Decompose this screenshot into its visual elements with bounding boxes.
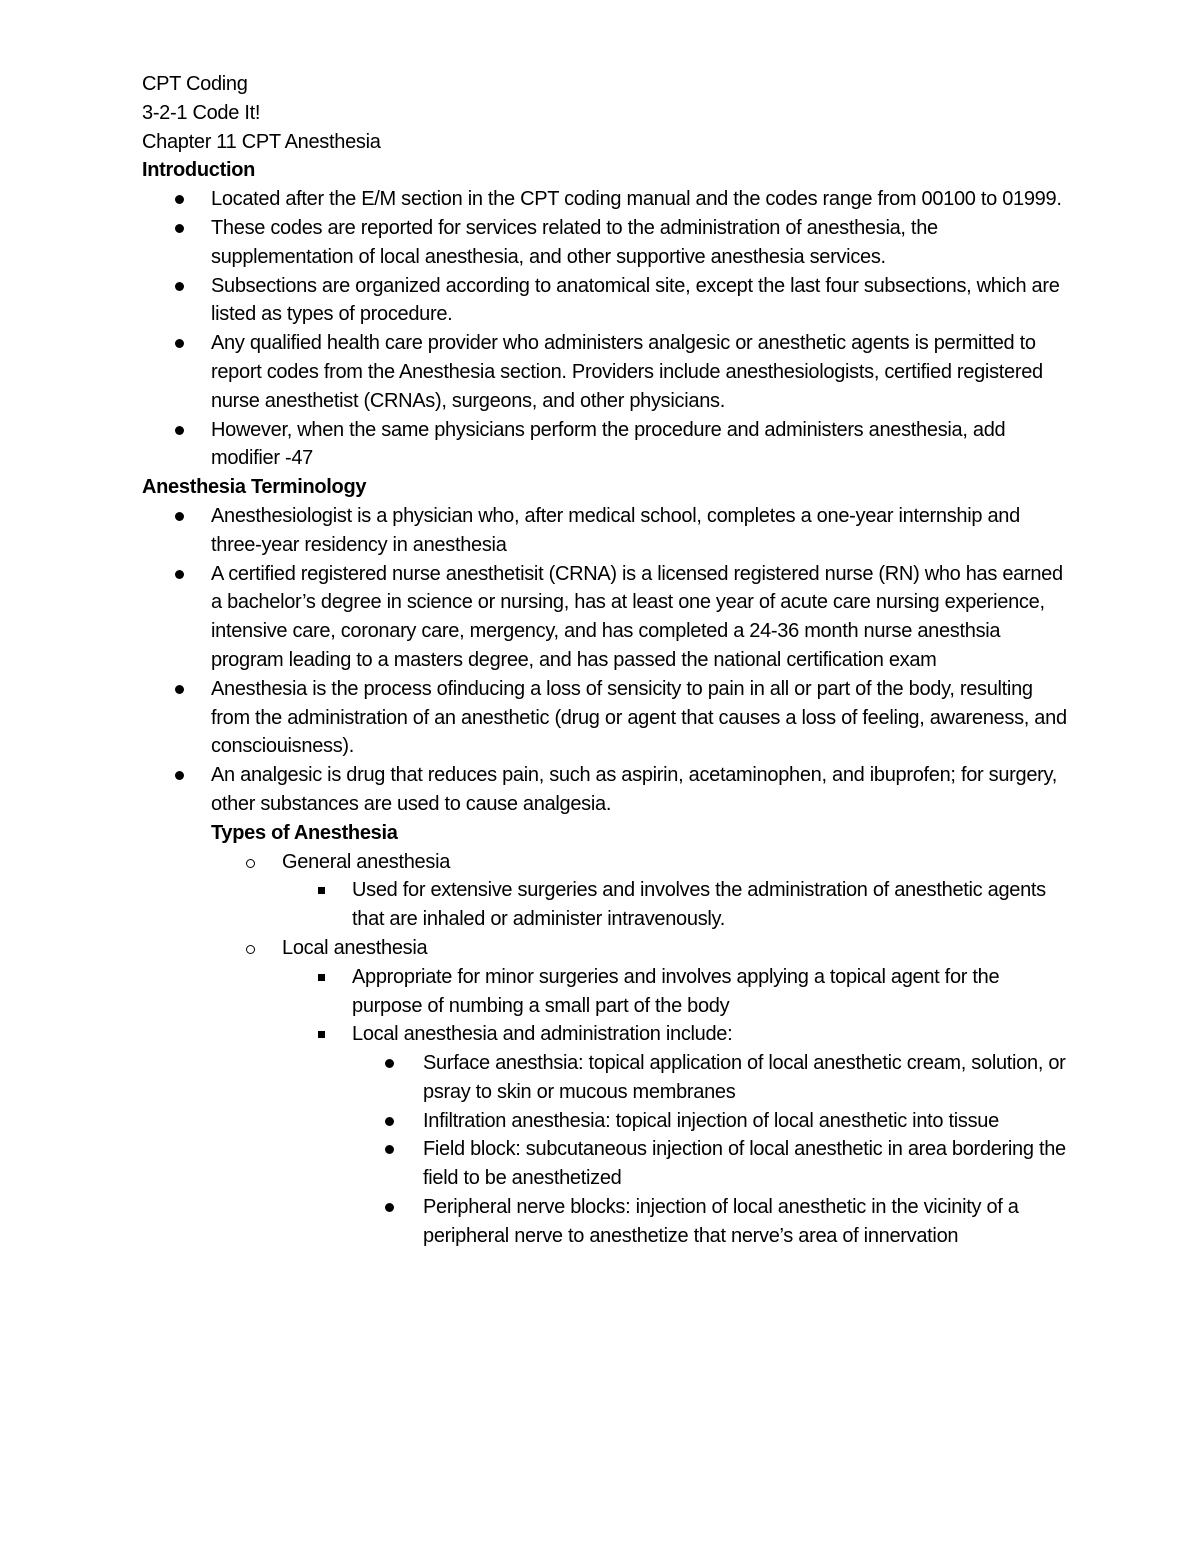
list-item-text: Located after the E/M section in the CPT coding manual and the codes range from 00100 to 01999. xyxy=(211,188,1062,211)
bullet-dot-icon xyxy=(175,570,184,579)
square-bullet-icon xyxy=(318,1031,325,1038)
list-item-text: Used for extensive surgeries and involves the administration of anesthetic agents that are inhaled or administer intravenously. xyxy=(352,879,1046,931)
list-item xyxy=(352,1107,1072,1136)
list-item xyxy=(142,761,1072,819)
bullet-dot-icon xyxy=(175,512,184,521)
circle-bullet-icon xyxy=(246,859,255,868)
local-anesthesia-header xyxy=(211,934,1072,963)
list-item-text: Anesthesiologist is a physician who, after medical school, completes a one-year internship and three-year residency in anesthesia xyxy=(211,504,1020,556)
list-item-text: A certified registered nurse anesthetisit (CRNA) is a licensed registered nurse (RN) who has earned a bachelor’s degree in science or nursing, has at least one year of acute care nursing experience, intensive care, coronary care, mergency, and has completed a 24-36 month nurse anesthsia program leading to a masters degree, and has passed the national certification exam xyxy=(211,562,1063,671)
terminology-list xyxy=(142,502,1072,819)
circle-bullet-icon xyxy=(246,945,255,954)
bullet-dot-icon xyxy=(385,1203,394,1212)
list-item xyxy=(142,214,1072,272)
bullet-dot-icon xyxy=(385,1117,394,1126)
list-group xyxy=(211,876,1072,934)
types-list xyxy=(211,848,1072,877)
list-item-text: Any qualified health care provider who administers analgesic or anesthetic agents is permitted to report codes from the Anesthesia section. Providers include anesthesiologists, certified registered nurse anesthetist (CRNAs), surgeons, and other physicians. xyxy=(211,332,1043,412)
local-administration-list xyxy=(352,1049,1072,1251)
list-item xyxy=(211,848,1072,877)
list-item xyxy=(352,1193,1072,1251)
general-anesthesia-label: General anesthesia xyxy=(282,850,451,873)
document-body xyxy=(142,70,1072,1251)
list-item-text: Surface anesthsia: topical application of local anesthetic cream, solution, or psray to skin or mucous membranes xyxy=(423,1052,1066,1103)
bullet-dot-icon xyxy=(385,1059,394,1068)
square-bullet-icon xyxy=(318,974,325,981)
list-item-text: However, when the same physicians perform the procedure and administers anesthesia, add modifier -47 xyxy=(211,418,1006,470)
terminology-heading: Anesthesia Terminology xyxy=(142,476,367,499)
list-item xyxy=(142,502,1072,560)
list-item xyxy=(352,1049,1072,1107)
chapter-title: Chapter 11 CPT Anesthesia xyxy=(142,130,381,153)
bullet-dot-icon xyxy=(175,685,184,694)
bullet-dot-icon xyxy=(385,1145,394,1154)
list-item xyxy=(211,934,1072,963)
list-item-text: Appropriate for minor surgeries and involves applying a topical agent for the purpose of numbing a small part of the body xyxy=(352,965,1000,1017)
list-item xyxy=(352,1135,1072,1193)
list-item xyxy=(282,1020,1072,1049)
list-item xyxy=(142,185,1072,214)
square-bullet-icon xyxy=(318,887,325,894)
list-item xyxy=(142,416,1072,474)
list-item-text: Subsections are organized according to anatomical site, except the last four subsections, which are listed as types of procedure. xyxy=(211,274,1060,326)
bullet-dot-icon xyxy=(175,282,184,291)
local-anesthesia-list xyxy=(211,963,1072,1251)
list-item-text: These codes are reported for services related to the administration of anesthesia, the supplementation of local anesthesia, and other supportive anesthesia services. xyxy=(211,216,938,268)
course-title: CPT Coding xyxy=(142,73,248,95)
list-item xyxy=(142,560,1072,675)
list-item xyxy=(282,963,1072,1021)
introduction-heading: Introduction xyxy=(142,159,256,182)
general-anesthesia-items xyxy=(282,876,1072,934)
list-group xyxy=(282,1049,1072,1251)
list-item-text: Infiltration anesthesia: topical injection of local anesthetic into tissue xyxy=(423,1109,999,1132)
list-item xyxy=(142,329,1072,415)
list-item xyxy=(142,272,1072,330)
bullet-dot-icon xyxy=(175,195,184,204)
introduction-list xyxy=(142,185,1072,473)
book-title: 3-2-1 Code It! xyxy=(142,101,261,124)
list-item-text: Local anesthesia and administration include: xyxy=(352,1023,733,1046)
list-item-text: Field block: subcutaneous injection of local anesthetic in area bordering the field to be anesthetized xyxy=(423,1138,1066,1190)
list-item xyxy=(282,876,1072,934)
list-item-text: An analgesic is drug that reduces pain, such as aspirin, acetaminophen, and ibuprofen; for surgery, other substances are used to cause analgesia. xyxy=(211,764,1058,815)
list-item xyxy=(142,675,1072,761)
bullet-dot-icon xyxy=(175,771,184,780)
bullet-dot-icon xyxy=(175,224,184,233)
local-anesthesia-label: Local anesthesia xyxy=(282,936,428,959)
local-anesthesia-items xyxy=(282,963,1072,1251)
types-heading: Types of Anesthesia xyxy=(211,821,398,844)
list-group xyxy=(211,963,1072,1251)
list-item-text: Peripheral nerve blocks: injection of local anesthetic in the vicinity of a peripheral nerve to anesthetize that nerve’s area of innervation xyxy=(423,1196,1019,1247)
general-anesthesia-list xyxy=(211,876,1072,934)
list-item-text: Anesthesia is the process ofinducing a loss of sensicity to pain in all or part of the body, resulting from the administration of an anesthetic (drug or agent that causes a loss of feeling, awareness, and consciouisness). xyxy=(211,677,1067,758)
bullet-dot-icon xyxy=(175,426,184,435)
bullet-dot-icon xyxy=(175,339,184,348)
